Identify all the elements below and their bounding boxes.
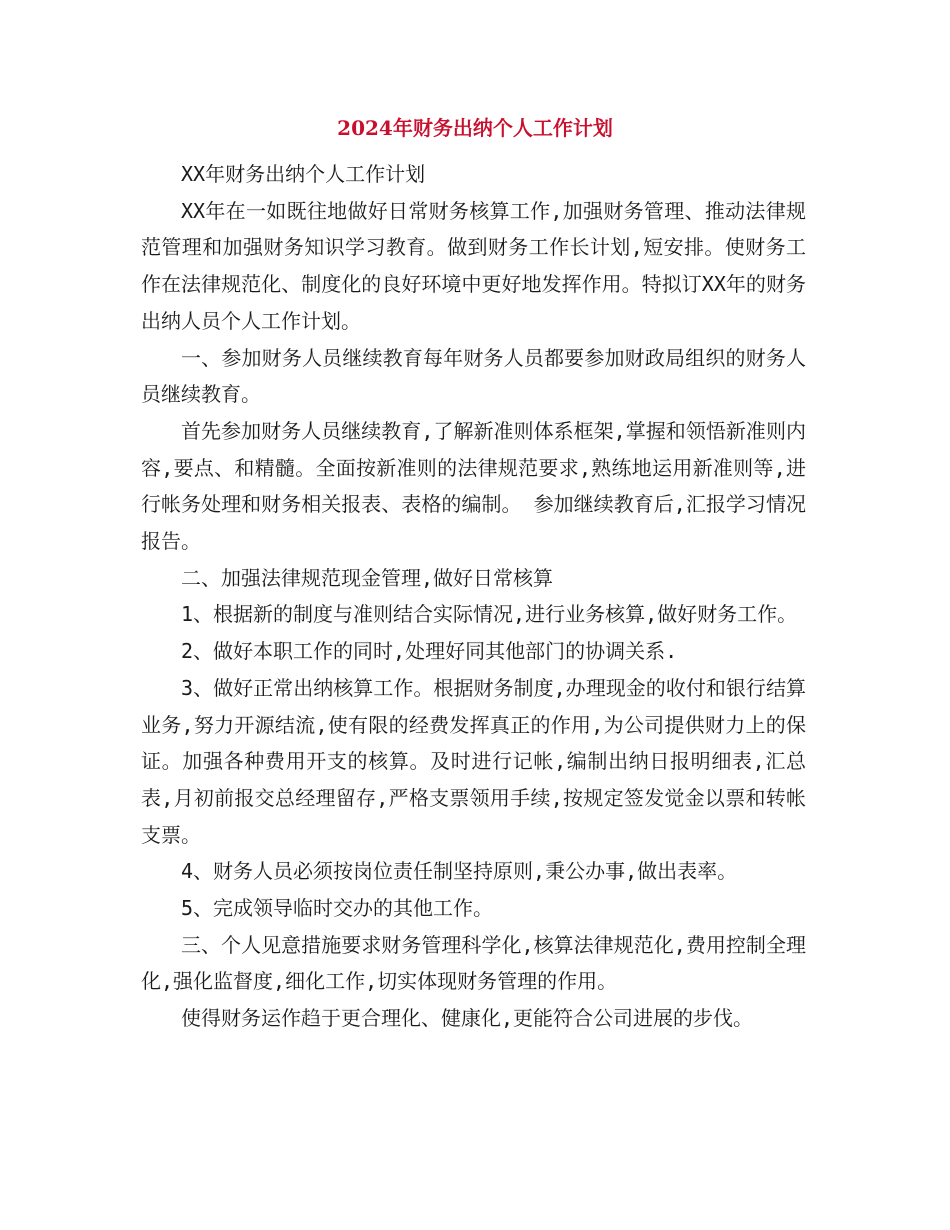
paragraph-item-1: 1、根据新的制度与准则结合实际情况,进行业务核算,做好财务工作。: [181, 602, 798, 627]
paragraph-item-4: 4、财务人员必须按岗位责任制坚持原则,秉公办事,做出表率。: [181, 859, 738, 884]
paragraph-section-2: 二、加强法律规范现金管理,做好日常核算: [181, 565, 554, 590]
paragraph-item-3: 3、做好正常出纳核算工作。根据财务制度,办理现金的收付和银行结算业务,努力开源结流,使有限的经费发挥真正的作用,为公司提供财力上的保证。加强各种费用开支的核算。及时进行记帐,编制出纳日报明细表,汇总表,月初前报交总经理留存,严格支票领用手续,按规定签发觉金以票和转帐支票。: [141, 675, 806, 847]
paragraph-section-3: 三、个人见意措施要求财务管理科学化,核算法律规范化,费用控制全理化,强化监督度,细化工作,切实体现财务管理的作用。: [141, 932, 806, 994]
paragraph-closing: 使得财务运作趋于更合理化、健康化,更能符合公司进展的步伐。: [181, 1006, 754, 1031]
paragraph-section-1: 一、参加财务人员继续教育每年财务人员都要参加财政局组织的财务人员继续教育。: [141, 345, 806, 407]
paragraph-subtitle: XX年财务出纳个人工作计划: [181, 162, 426, 186]
document-body: [141, 156, 806, 1037]
document-title: 2024年财务出纳个人工作计划: [337, 116, 613, 140]
paragraph-item-2: 2、做好本职工作的同时,处理好同其他部门的协调关系.: [181, 639, 678, 664]
paragraph-item-5: 5、完成领导临时交办的其他工作。: [181, 896, 494, 921]
paragraph-section-1-detail: 首先参加财务人员继续教育,了解新准则体系框架,掌握和领悟新准则内容,要点、和精髓。全面按新准则的法律规范要求,熟练地运用新准则等,进行帐务处理和财务相关报表、表格的编制。 参加继续教育后,汇报学习情况报告。: [141, 418, 806, 554]
paragraph-intro: XX年在一如既往地做好日常财务核算工作,加强财务管理、推动法律规范管理和加强财务知识学习教育。做到财务工作长计划,短安排。使财务工作在法律规范化、制度化的良好环境中更好地发挥作用。特拟订XX年的财务出纳人员个人工作计划。: [141, 198, 806, 333]
